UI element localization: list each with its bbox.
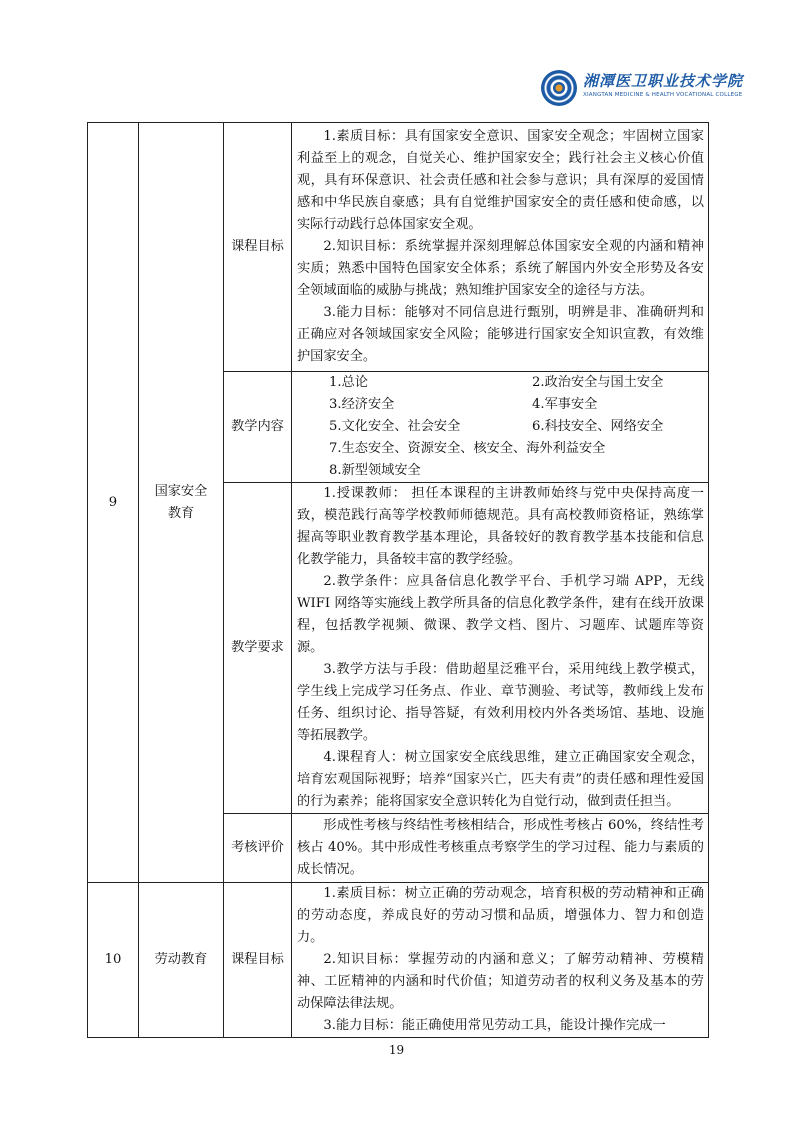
college-logo	[541, 68, 744, 110]
section-text	[292, 883, 709, 1038]
paragraph: 3.能力目标：能正确使用常见劳动工具，能设计操作完成一	[323, 1018, 666, 1033]
section-label: 教学要求	[224, 483, 292, 814]
list-item: 6.科技安全、网络安全	[532, 419, 664, 434]
college-emblem-icon	[541, 70, 577, 106]
paragraph: 形成性考核与终结性考核相结合，形成性考核占 60%，终结性考核占 40%。其中形成性考核重点考察学生的学习过程、能力与素质的成长情况。	[297, 818, 704, 877]
course-name	[139, 123, 224, 883]
section-label: 教学内容	[224, 372, 292, 483]
list-item: 7.生态安全、资源安全、核安全、海外利益安全	[329, 441, 606, 456]
section-label: 考核评价	[224, 814, 292, 883]
paragraph: 4.课程育人：树立国家安全底线思维，建立正确国家安全观念，培育宏观国际视野；培养“国家兴亡，匹夫有责”的责任感和理性爱国的行为素养；能将国家安全意识转化为自觉行动，做到责任担当。	[297, 750, 704, 809]
course-table	[87, 122, 709, 1038]
paragraph: 1.素质目标：树立正确的劳动观念，培育积极的劳动精神和正确的劳动态度，养成良好的劳动习惯和品质，增强体力、智力和创造力。	[297, 886, 704, 945]
list-item: 1.总论	[329, 375, 368, 390]
content-list	[292, 372, 708, 482]
course-name: 劳动教育	[139, 883, 224, 1038]
paragraph: 2.知识目标：系统掌握并深刻理解总体国家安全观的内涵和精神实质；熟悉中国特色国家安全体系；系统了解国内外安全形势及各安全领域面临的威胁与挑战；熟知维护国家安全的途径与方法。	[297, 239, 704, 298]
list-item: 4.军事安全	[532, 397, 598, 412]
course-name-line: 国家安全	[154, 483, 208, 499]
list-item: 3.经济安全	[329, 397, 395, 412]
college-name-cn: 湘潭医卫职业技术学院	[583, 72, 744, 90]
paragraph: 2.知识目标：掌握劳动的内涵和意义；了解劳动精神、劳模精神、工匠精神的内涵和时代价值；知道劳动者的权利义务及基本的劳动保障法律法规。	[297, 952, 704, 1011]
course-number: 9	[88, 123, 139, 883]
list-item: 2.政治安全与国土安全	[532, 375, 664, 390]
paragraph: 2.教学条件：应具备信息化教学平台、手机学习端 APP，无线 WIFI 网络等实施线上教学所具备的信息化教学条件，建有在线开放课程，包括教学视频、微课、教学文档、图片、习题库、试题库等资源。	[297, 574, 704, 655]
section-label: 课程目标	[224, 883, 292, 1038]
section-text	[292, 372, 709, 483]
paragraph: 3.能力目标：能够对不同信息进行甄别，明辨是非、准确研判和正确应对各领域国家安全风险；能够进行国家安全知识宣教，有效维护国家安全。	[297, 305, 704, 364]
paragraph: 3.教学方法与手段：借助超星泛雅平台，采用纯线上教学模式，学生线上完成学习任务点、作业、章节测验、考试等，教师线上发布任务、组织讨论、指导答疑，有效利用校内外各类场馆、基地、设施等拓展教学。	[297, 662, 704, 743]
section-label: 课程目标	[224, 123, 292, 372]
college-name-en: XIANGTAN MEDICINE & HEALTH VOCATIONAL COLLEGE	[583, 92, 743, 98]
section-text	[292, 814, 709, 883]
list-item: 5.文化安全、社会安全	[329, 419, 461, 434]
table-row	[88, 123, 709, 372]
table-row	[88, 883, 709, 1038]
paragraph: 1.授课教师： 担任本课程的主讲教师始终与党中央保持高度一致，模范践行高等学校教师师德规范。具有高校教师资格证，熟练掌握高等职业教育教学基本理论，具备较好的教育教学基本技能和信息化教学能力，具备较丰富的教学经验。	[297, 486, 704, 567]
list-item: 8.新型领域安全	[329, 463, 421, 478]
course-name-line: 教育	[167, 505, 195, 521]
course-number: 10	[88, 883, 139, 1038]
section-text	[292, 483, 709, 814]
page-number: 19	[388, 1043, 405, 1057]
section-text	[292, 123, 709, 372]
paragraph: 1.素质目标：具有国家安全意识、国家安全观念；牢固树立国家利益至上的观念，自觉关心、维护国家安全；践行社会主义核心价值观，具有环保意识、社会责任感和社会参与意识；具有深厚的爱国情感和中华民族自豪感；具有自觉维护国家安全的责任感和使命感，以实际行动践行总体国家安全观。	[297, 129, 704, 232]
